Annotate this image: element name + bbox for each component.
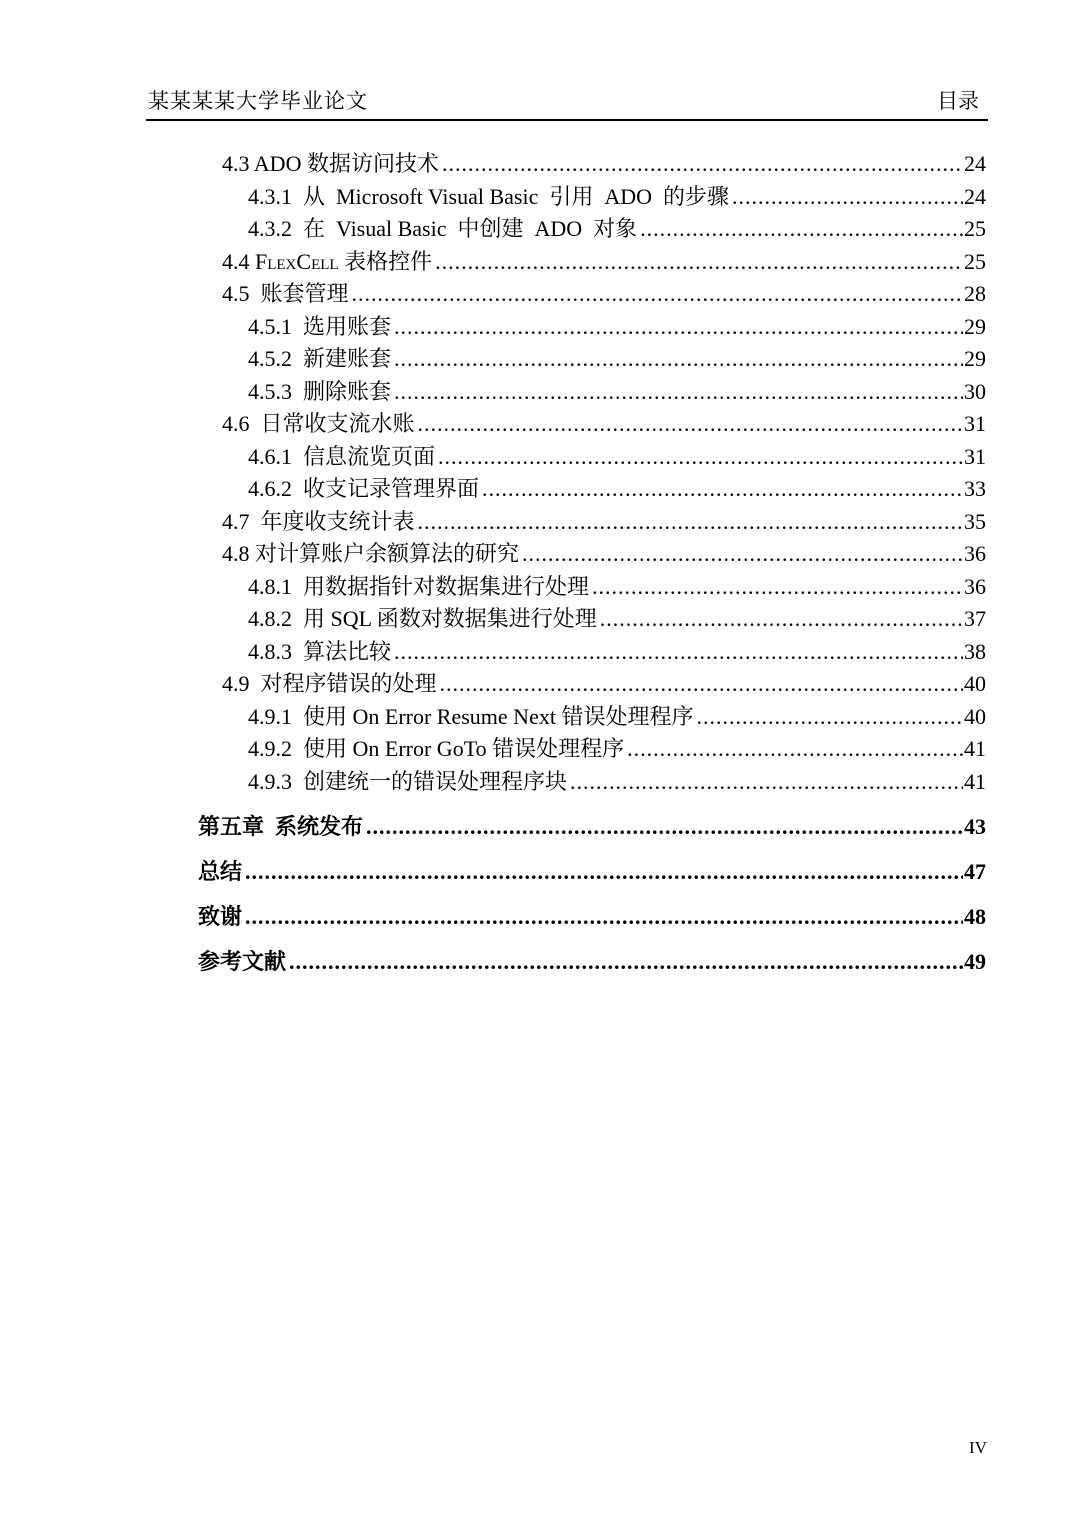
dot-leader [435,247,963,277]
toc-page-number: 30 [964,379,986,404]
toc-entry-title: 参考文献 [198,949,287,974]
running-header-section: 目录 [937,89,979,113]
toc-entry-title: 4.9 对程序错误的处理 [222,671,437,696]
toc-chapter-5[interactable] [198,812,986,842]
dot-leader [440,669,963,699]
page-number: IV [969,1438,987,1457]
dot-leader [696,702,963,732]
dot-leader [482,474,963,504]
dot-leader [732,182,963,212]
toc-page-number: 49 [964,949,986,974]
toc-entry-title: 4.6.2 收支记录管理界面 [248,476,480,501]
toc-entry-4-9[interactable] [222,669,986,699]
toc-entry-4-6-1[interactable] [248,442,986,472]
toc-entry-4-8[interactable] [222,539,986,569]
dot-leader [245,902,963,932]
toc-entry-4-6-2[interactable] [248,474,986,504]
toc-page-number: 36 [964,574,986,599]
running-header-title: 某某某某大学毕业论文 [148,89,368,113]
toc-entry-title: 4.9.1 使用 On Error Resume Next 错误处理程序 [248,704,694,729]
toc-entry-4-9-3[interactable] [248,767,986,797]
dot-leader [418,507,963,537]
toc-page-number: 40 [964,704,986,729]
toc-page-number: 48 [964,904,986,929]
toc-page-number: 29 [964,314,986,339]
dot-leader [394,344,963,374]
toc-page-number: 29 [964,346,986,371]
toc-entry-title: 4.5 账套管理 [222,281,349,306]
toc-page-number: 41 [964,736,986,761]
toc-entry-4-5-1[interactable] [248,312,986,342]
dot-leader [366,812,963,842]
dot-leader [592,572,963,602]
toc-entry-4-7[interactable] [222,507,986,537]
toc-entry-title: 4.8.1 用数据指针对数据集进行处理 [248,574,590,599]
toc-entry-4-3-1[interactable] [248,182,986,212]
toc-entry-title: 4.8 对计算账户余额算法的研究 [222,541,520,566]
toc-entry-4-3-2[interactable] [248,214,986,244]
dot-leader [394,637,963,667]
toc-entry-title: 4.3.1 从 Microsoft Visual Basic 引用 ADO 的步骤 [248,184,730,209]
toc-page-number: 25 [964,216,986,241]
dot-leader [245,857,963,887]
toc-entry-4-5-2[interactable] [248,344,986,374]
toc-page-number: 28 [964,281,986,306]
toc-entry-title: 4.8.3 算法比较 [248,639,392,664]
toc-entry-title: 4.9.2 使用 On Error GoTo 错误处理程序 [248,736,625,761]
dot-leader [600,604,963,634]
dot-leader [522,539,963,569]
header-rule [146,119,988,121]
toc-entry-title: 4.3 ADO 数据访问技术 [222,151,439,176]
toc-page-number: 35 [964,509,986,534]
toc-page-number: 40 [964,671,986,696]
dot-leader [289,947,963,977]
toc-entry-title: 总结 [198,859,243,884]
toc-entry-title: 4.8.2 用 SQL 函数对数据集进行处理 [248,606,597,631]
toc-entry-4-9-1[interactable] [248,702,986,732]
toc-entry-title: 4.4 FlexCell 表格控件 [222,249,433,274]
toc-page-number: 33 [964,476,986,501]
toc-entry-title: 第五章 系统发布 [198,814,364,839]
toc-chapter-summary[interactable] [198,857,986,887]
toc-chapter-acknowledgements[interactable] [198,902,986,932]
toc-entry-title: 4.6 日常收支流水账 [222,411,415,436]
dot-leader [394,377,963,407]
toc-page-number: 43 [964,814,986,839]
dot-leader [394,312,963,342]
toc-entry-4-3[interactable] [222,149,986,179]
toc-entry-4-5-3[interactable] [248,377,986,407]
toc-entry-4-6[interactable] [222,409,986,439]
dot-leader [570,767,963,797]
toc-entry-4-8-2[interactable] [248,604,986,634]
dot-leader [438,442,963,472]
dot-leader [418,409,963,439]
toc-entry-4-8-3[interactable] [248,637,986,667]
toc-entry-4-5[interactable] [222,279,986,309]
dot-leader [627,734,963,764]
toc-page-number: 37 [964,606,986,631]
toc-entry-4-9-2[interactable] [248,734,986,764]
dot-leader [640,214,963,244]
toc-entry-title: 4.9.3 创建统一的错误处理程序块 [248,769,568,794]
toc-chapter-references[interactable] [198,947,986,977]
dot-leader [442,149,963,179]
toc-entry-title: 4.5.3 删除账套 [248,379,392,404]
dot-leader [352,279,963,309]
toc-page-number: 31 [964,411,986,436]
toc-entry-title: 4.5.1 选用账套 [248,314,392,339]
toc-entry-title: 4.6.1 信息流览页面 [248,444,436,469]
toc-entry-title: 4.5.2 新建账套 [248,346,392,371]
toc-page-number: 36 [964,541,986,566]
toc-page-number: 24 [964,184,986,209]
toc-page-number: 41 [964,769,986,794]
toc-page-number: 47 [964,859,986,884]
toc-page-number: 24 [964,151,986,176]
toc-page-number: 38 [964,639,986,664]
toc-page-number: 25 [964,249,986,274]
toc-entry-title: 致谢 [198,904,243,929]
toc-page-number: 31 [964,444,986,469]
toc-entry-title: 4.3.2 在 Visual Basic 中创建 ADO 对象 [248,216,638,241]
toc-entry-4-4[interactable] [222,247,986,277]
toc-entry-4-8-1[interactable] [248,572,986,602]
toc-entry-title: 4.7 年度收支统计表 [222,509,415,534]
